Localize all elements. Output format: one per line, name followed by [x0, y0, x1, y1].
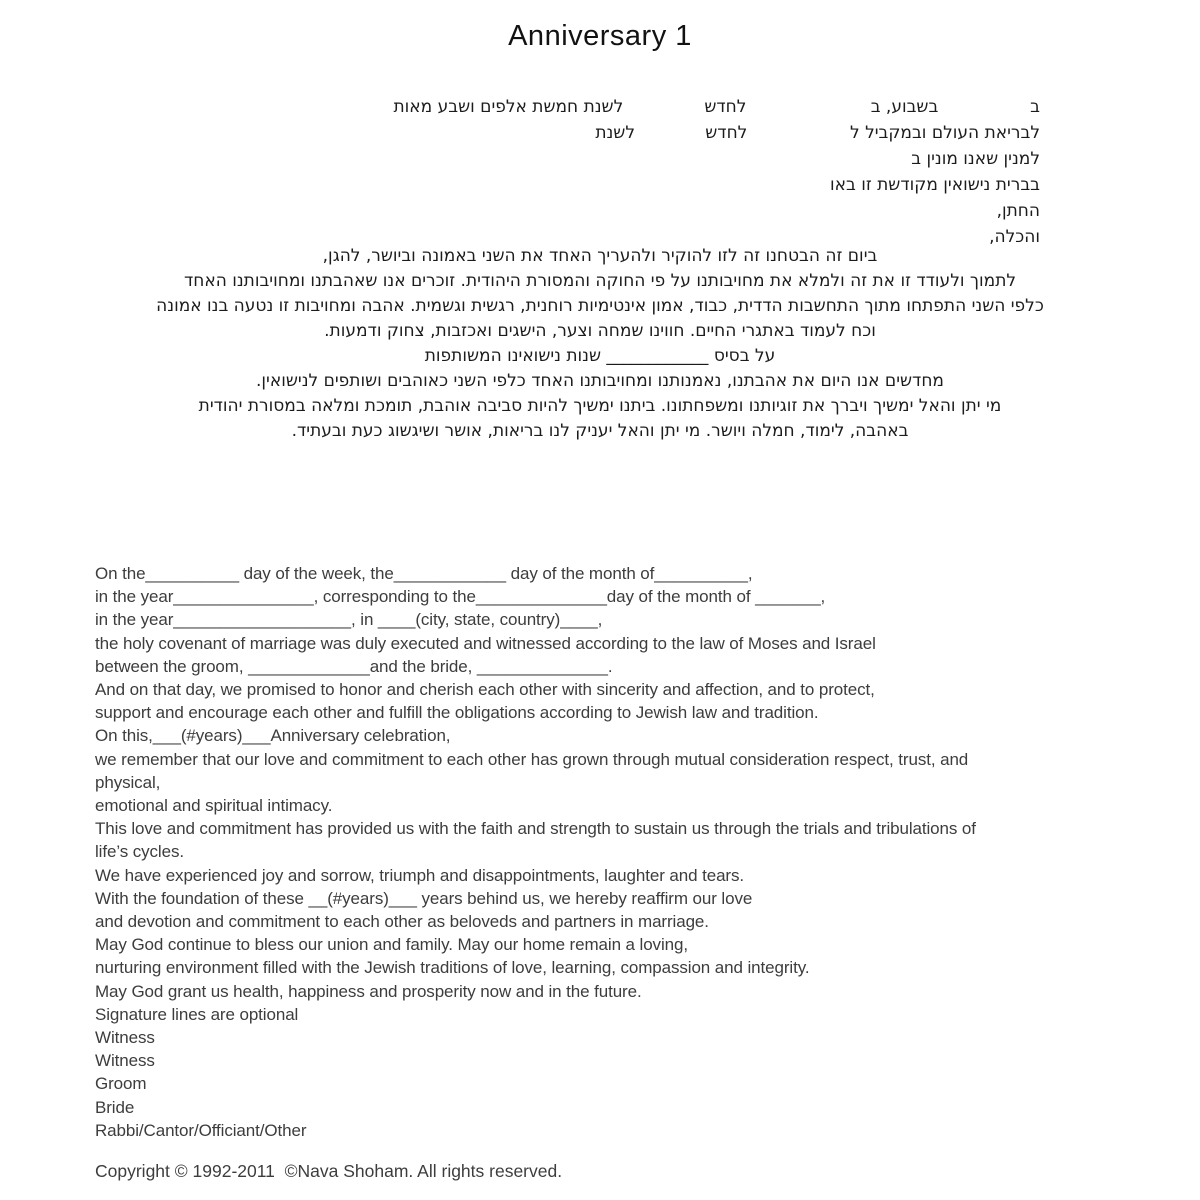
hebrew-text-line: על בסיס ____________ שנות נישואינו המשותפות [424, 346, 776, 366]
hebrew-header-block [120, 94, 1040, 250]
hebrew-header-line: לבריאת העולם ובמקביל ל לחדש לשנת [595, 123, 1040, 143]
signature-line-label: Witness [95, 1051, 155, 1071]
signature-line-label: Bride [95, 1097, 135, 1117]
english-text-block [95, 562, 1160, 1142]
signature-line-label: Groom [95, 1074, 147, 1094]
english-text-line: physical, [95, 772, 161, 792]
signature-lines-block [95, 1026, 1160, 1142]
english-text-line: between the groom, _____________and the bride, ______________. [95, 656, 613, 676]
english-text-line: This love and commitment has provided us with the faith and strength to sustain us through the trials and tribulations of [95, 819, 976, 839]
english-text-line: and devotion and commitment to each other as beloveds and partners in marriage. [95, 912, 709, 932]
hebrew-text-line: ביום זה הבטחנו זה לזו להוקיר ולהעריך האחד את השני באמונה וביושר, להגן, [322, 246, 878, 266]
english-text-line: Signature lines are optional [95, 1004, 299, 1024]
hebrew-body-block [80, 244, 1120, 444]
copyright-line: Copyright © 1992-2011 ©Nava Shoham. All rights reserved. [95, 1161, 563, 1181]
english-text-line: we remember that our love and commitment to each other has grown through mutual consideration respect, trust, and [95, 749, 969, 769]
hebrew-text-line: כלפי השני התפתחו מתוך התחשבות הדדית, כבוד, אמון אינטימיות רוחנית, רגשית וגשמית. אהבה ומחויבות זו נטעה בנו אמונה [156, 296, 1044, 316]
hebrew-header-line: החתן, [996, 201, 1040, 221]
english-text-line: On the__________ day of the week, the____________ day of the month of__________, [95, 564, 753, 583]
signature-line-label: Witness [95, 1028, 155, 1048]
english-text-line: life’s cycles. [95, 842, 184, 862]
english-text-line: May God grant us health, happiness and prosperity now and in the future. [95, 981, 642, 1001]
english-text-line: nurturing environment filled with the Jewish traditions of love, learning, compassion and integrity. [95, 958, 810, 978]
hebrew-text-line: מחדשים אנו היום את אהבתנו, נאמנותנו ומחויבותנו האחד כלפי השני כאוהבים ושותפים לנישואין. [256, 371, 944, 391]
english-lines [95, 562, 1160, 1026]
hebrew-text-line: באהבה, לימוד, חמלה ויושר. מי יתן והאל יעניק לנו בריאות, אושר ושיגשוג כעת ובעתיד. [291, 421, 909, 441]
english-text-line: the holy covenant of marriage was duly executed and witnessed according to the law of Moses and Israel [95, 633, 876, 653]
signature-line-label: Rabbi/Cantor/Officiant/Other [95, 1120, 307, 1140]
english-text-line: With the foundation of these __(#years)___ years behind us, we hereby reaffirm our love [95, 888, 753, 908]
english-text-line: On this,___(#years)___Anniversary celebration, [95, 726, 451, 746]
hebrew-header-line: ב בשבוע, ב לחדש לשנת חמשת אלפים ושבע מאות [393, 97, 1040, 117]
page-title: Anniversary 1 [508, 20, 692, 52]
english-text-line: support and encourage each other and fulfill the obligations according to Jewish law and tradition. [95, 703, 819, 723]
english-text-line: emotional and spiritual intimacy. [95, 796, 333, 816]
hebrew-header-line: בברית נישואין מקודשת זו באו [829, 175, 1040, 195]
english-text-line: May God continue to bless our union and family. May our home remain a loving, [95, 935, 688, 955]
hebrew-text-line: וכח לעמוד באתגרי החיים. חווינו שמחה וצער, הישגים ואכזבות, צחוק ודמעות. [324, 321, 876, 341]
english-text-line: We have experienced joy and sorrow, triumph and disappointments, laughter and tears. [95, 865, 745, 885]
hebrew-header-line: למנין שאנו מונין ב [911, 149, 1040, 169]
english-text-line: And on that day, we promised to honor and cherish each other with sincerity and affection, and to protect, [95, 680, 875, 700]
hebrew-text-line: מי יתן והאל ימשיך ויברך את זוגיותנו ומשפחתונו. ביתנו ימשיך להיות סביבה אוהבת, תומכת ומלאה במסורת יהודית [198, 396, 1002, 416]
english-text-line: in the year_______________, corresponding to the______________day of the month of _______, [95, 587, 826, 607]
english-text-line: in the year___________________, in ____(city, state, country)____, [95, 610, 603, 630]
hebrew-text-line: לתמוך ולעודד זו את זה ולמלא את מחויבותנו על פי החוקה והמסורת היהודית. זוכרים אנו שאהבתנו ומחויבותנו האחד [183, 271, 1017, 291]
hebrew-header-line: והכלה, [989, 227, 1040, 247]
